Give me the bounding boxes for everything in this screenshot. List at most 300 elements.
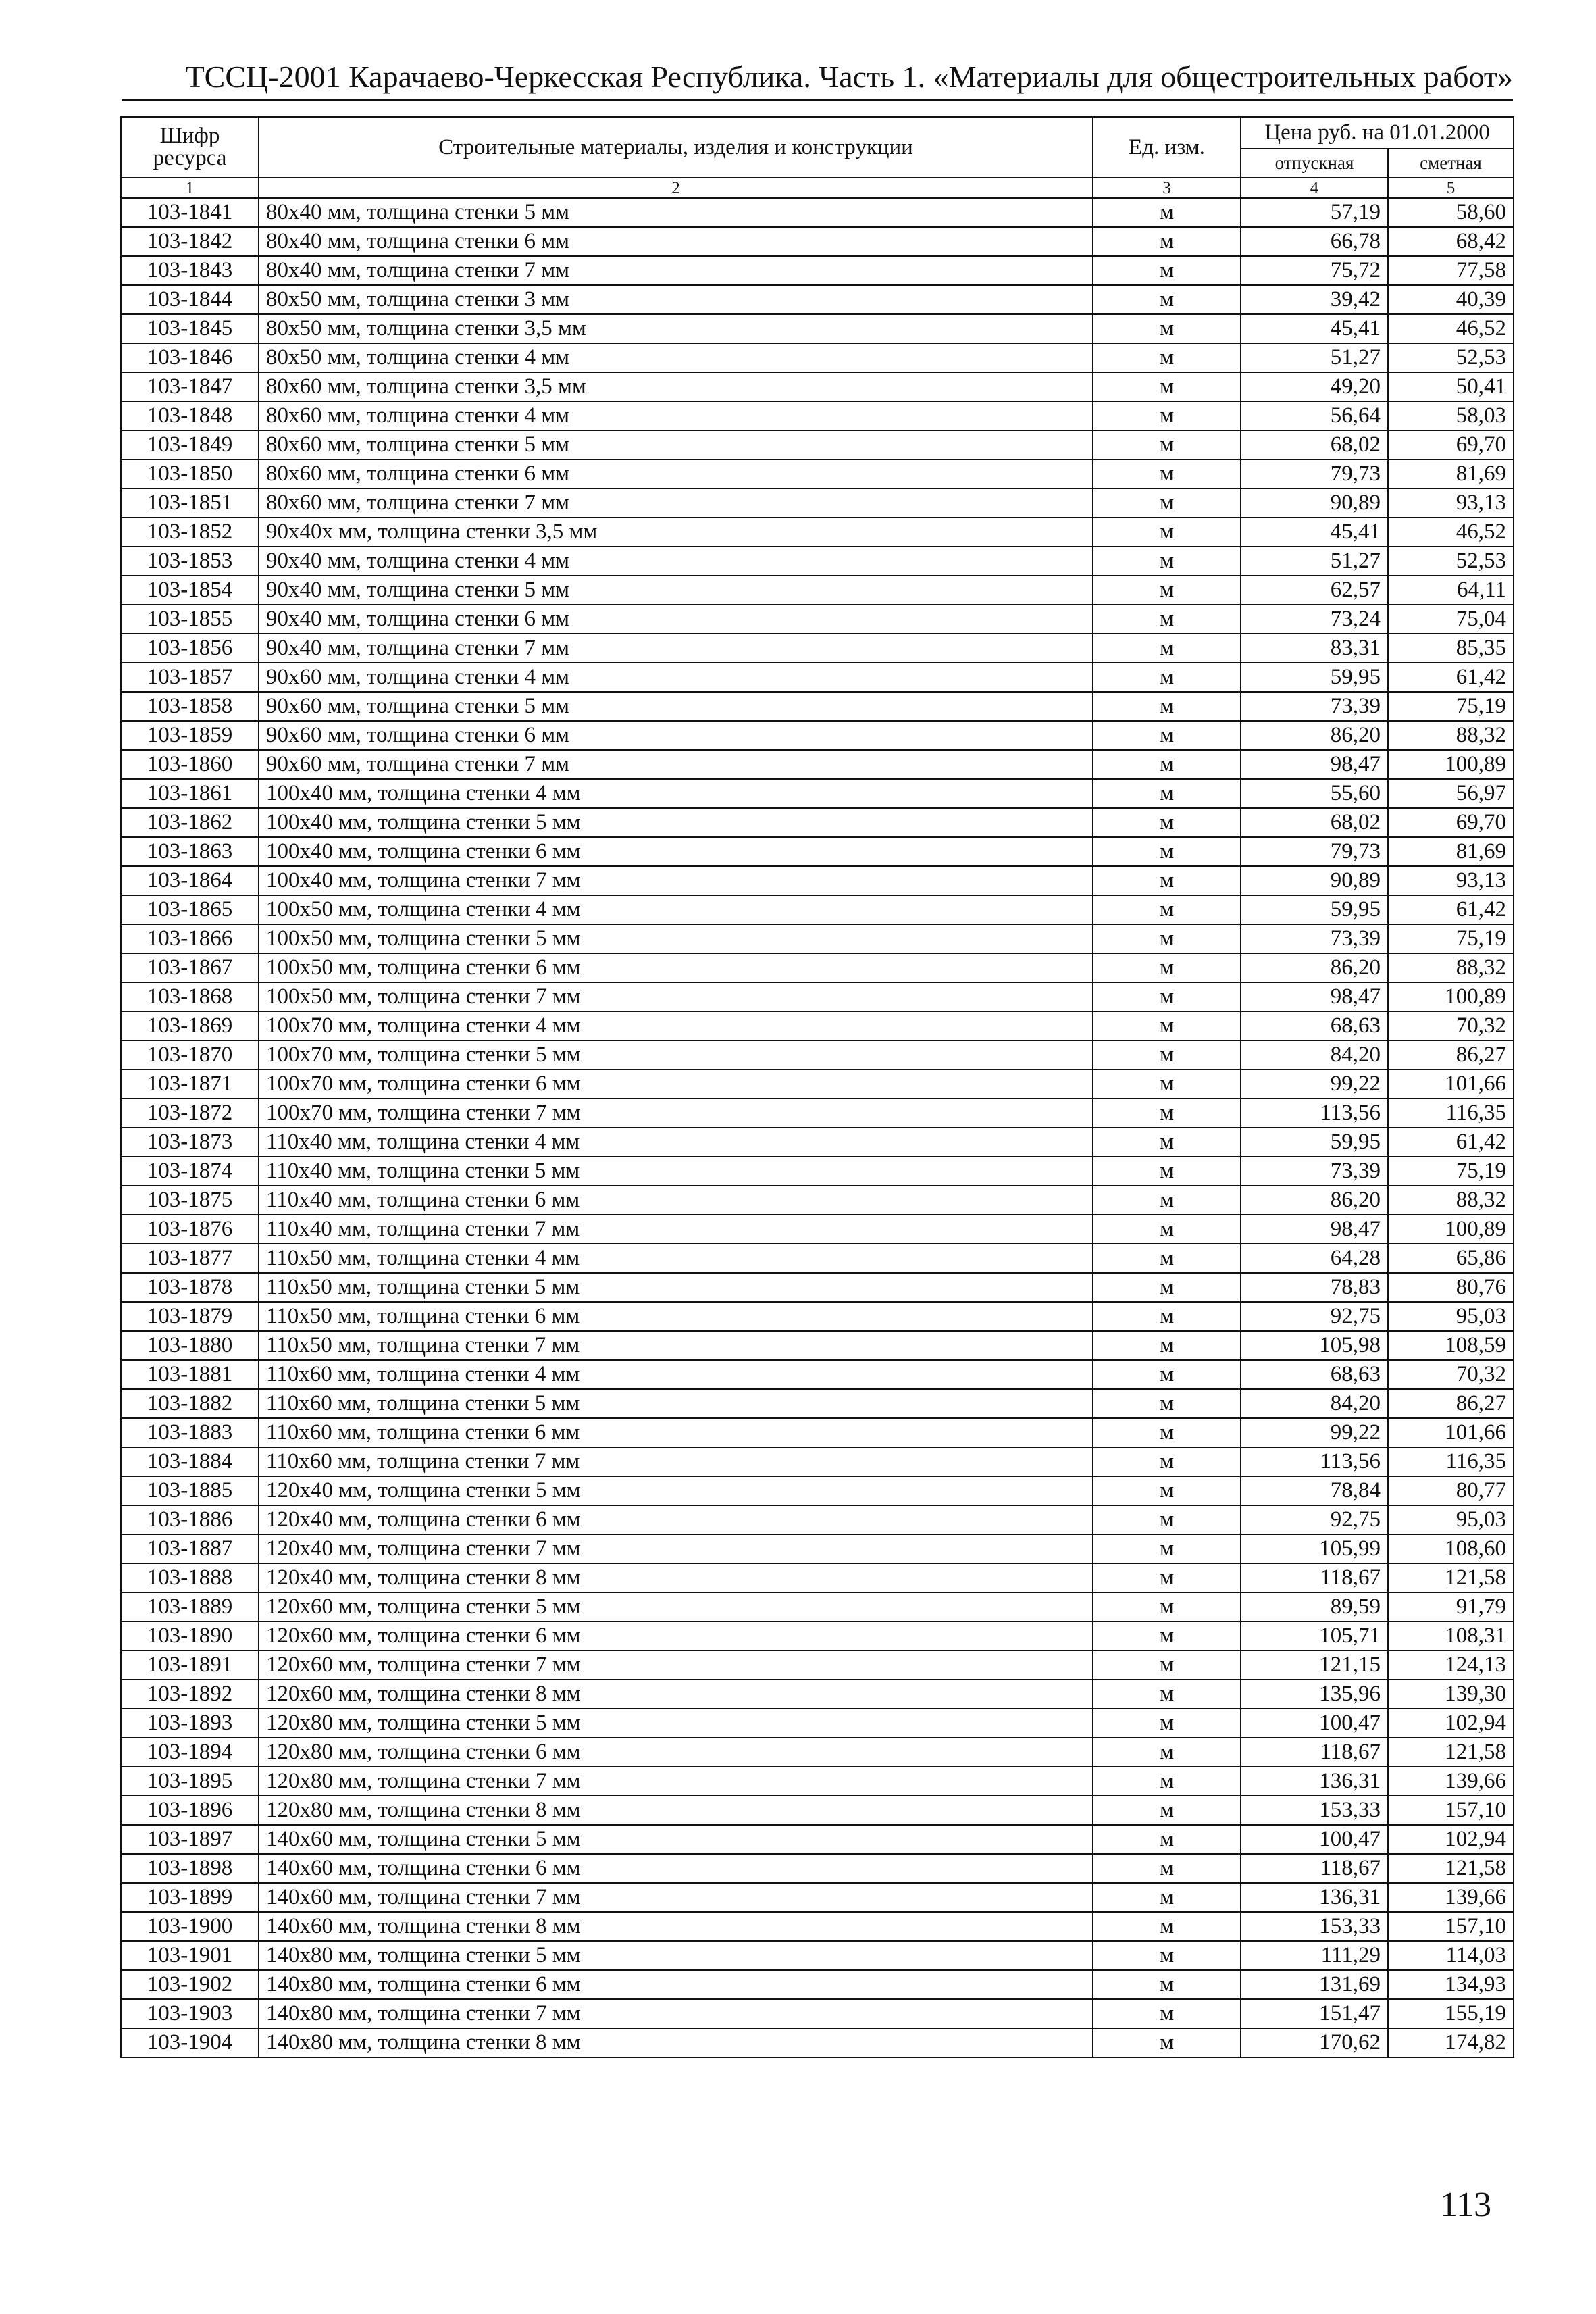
cell-release-price: 66,78 xyxy=(1241,227,1388,256)
cell-code: 103-1857 xyxy=(121,663,259,692)
cell-unit: м xyxy=(1093,1680,1241,1709)
cell-unit: м xyxy=(1093,1186,1241,1215)
cell-unit: м xyxy=(1093,1621,1241,1651)
cell-code: 103-1898 xyxy=(121,1854,259,1883)
cell-unit: м xyxy=(1093,1070,1241,1099)
cell-name: 100x70 мм, толщина стенки 4 мм xyxy=(259,1011,1093,1040)
cell-release-price: 92,75 xyxy=(1241,1302,1388,1331)
cell-name: 140x80 мм, толщина стенки 6 мм xyxy=(259,1970,1093,1999)
cell-name: 120x80 мм, толщина стенки 6 мм xyxy=(259,1738,1093,1767)
cell-release-price: 105,99 xyxy=(1241,1534,1388,1563)
table-row xyxy=(121,692,1514,721)
cell-code: 103-1859 xyxy=(121,721,259,750)
cell-code: 103-1856 xyxy=(121,634,259,663)
cell-estimate-price: 70,32 xyxy=(1388,1011,1514,1040)
cell-estimate-price: 139,66 xyxy=(1388,1767,1514,1796)
table-row xyxy=(121,343,1514,372)
cell-estimate-price: 70,32 xyxy=(1388,1360,1514,1389)
cell-unit: м xyxy=(1093,692,1241,721)
cell-release-price: 78,84 xyxy=(1241,1476,1388,1505)
cell-estimate-price: 116,35 xyxy=(1388,1099,1514,1128)
table-row xyxy=(121,1912,1514,1941)
table-row xyxy=(121,2028,1514,2057)
cell-code: 103-1901 xyxy=(121,1941,259,1970)
cell-estimate-price: 65,86 xyxy=(1388,1244,1514,1273)
cell-estimate-price: 108,59 xyxy=(1388,1331,1514,1360)
cell-name: 80x40 мм, толщина стенки 7 мм xyxy=(259,256,1093,285)
cell-name: 100x40 мм, толщина стенки 5 мм xyxy=(259,808,1093,837)
cell-estimate-price: 40,39 xyxy=(1388,285,1514,314)
cell-code: 103-1850 xyxy=(121,459,259,488)
cell-unit: м xyxy=(1093,1302,1241,1331)
cell-unit: м xyxy=(1093,227,1241,256)
cell-release-price: 90,89 xyxy=(1241,866,1388,895)
table-row xyxy=(121,1854,1514,1883)
table-row xyxy=(121,198,1514,227)
cell-unit: м xyxy=(1093,1709,1241,1738)
cell-code: 103-1841 xyxy=(121,198,259,227)
cell-code: 103-1849 xyxy=(121,430,259,459)
cell-estimate-price: 50,41 xyxy=(1388,372,1514,401)
cell-estimate-price: 139,66 xyxy=(1388,1883,1514,1912)
cell-estimate-price: 68,42 xyxy=(1388,227,1514,256)
cell-unit: м xyxy=(1093,401,1241,430)
cell-code: 103-1865 xyxy=(121,895,259,924)
cell-code: 103-1848 xyxy=(121,401,259,430)
table-row xyxy=(121,1796,1514,1825)
cell-name: 100x50 мм, толщина стенки 7 мм xyxy=(259,982,1093,1011)
cell-estimate-price: 69,70 xyxy=(1388,430,1514,459)
cell-release-price: 79,73 xyxy=(1241,837,1388,866)
table-row xyxy=(121,1331,1514,1360)
table-row xyxy=(121,721,1514,750)
cell-code: 103-1862 xyxy=(121,808,259,837)
cell-estimate-price: 101,66 xyxy=(1388,1418,1514,1447)
cell-name: 120x80 мм, толщина стенки 7 мм xyxy=(259,1767,1093,1796)
table-row xyxy=(121,808,1514,837)
cell-release-price: 79,73 xyxy=(1241,459,1388,488)
page-number: 113 xyxy=(1440,2186,1492,2224)
cell-unit: м xyxy=(1093,1738,1241,1767)
cell-code: 103-1892 xyxy=(121,1680,259,1709)
cell-estimate-price: 46,52 xyxy=(1388,314,1514,343)
cell-name: 90x40 мм, толщина стенки 6 мм xyxy=(259,605,1093,634)
cell-estimate-price: 157,10 xyxy=(1388,1912,1514,1941)
cell-unit: м xyxy=(1093,576,1241,605)
cell-release-price: 55,60 xyxy=(1241,779,1388,808)
cell-release-price: 86,20 xyxy=(1241,953,1388,982)
cell-release-price: 57,19 xyxy=(1241,198,1388,227)
table-row xyxy=(121,750,1514,779)
cell-name: 120x60 мм, толщина стенки 5 мм xyxy=(259,1592,1093,1621)
cell-release-price: 153,33 xyxy=(1241,1912,1388,1941)
cell-code: 103-1853 xyxy=(121,547,259,576)
table-row xyxy=(121,1941,1514,1970)
cell-unit: м xyxy=(1093,1040,1241,1070)
cell-code: 103-1863 xyxy=(121,837,259,866)
table-row xyxy=(121,1883,1514,1912)
cell-estimate-price: 91,79 xyxy=(1388,1592,1514,1621)
cell-estimate-price: 75,19 xyxy=(1388,1157,1514,1186)
cell-unit: м xyxy=(1093,1215,1241,1244)
column-number: 5 xyxy=(1388,178,1514,198)
cell-name: 110x40 мм, толщина стенки 7 мм xyxy=(259,1215,1093,1244)
header-unit: Ед. изм. xyxy=(1093,117,1241,178)
cell-name: 80x40 мм, толщина стенки 5 мм xyxy=(259,198,1093,227)
cell-unit: м xyxy=(1093,547,1241,576)
column-number: 1 xyxy=(121,178,259,198)
cell-name: 90x60 мм, толщина стенки 5 мм xyxy=(259,692,1093,721)
cell-name: 110x40 мм, толщина стенки 5 мм xyxy=(259,1157,1093,1186)
cell-code: 103-1855 xyxy=(121,605,259,634)
cell-unit: м xyxy=(1093,1534,1241,1563)
cell-unit: м xyxy=(1093,1244,1241,1273)
cell-unit: м xyxy=(1093,1941,1241,1970)
table-row xyxy=(121,547,1514,576)
cell-name: 90x40 мм, толщина стенки 4 мм xyxy=(259,547,1093,576)
table-row xyxy=(121,1011,1514,1040)
cell-name: 90x40 мм, толщина стенки 5 мм xyxy=(259,576,1093,605)
cell-code: 103-1882 xyxy=(121,1389,259,1418)
cell-estimate-price: 100,89 xyxy=(1388,982,1514,1011)
cell-release-price: 170,62 xyxy=(1241,2028,1388,2057)
cell-code: 103-1896 xyxy=(121,1796,259,1825)
cell-unit: м xyxy=(1093,721,1241,750)
cell-estimate-price: 108,31 xyxy=(1388,1621,1514,1651)
column-number: 2 xyxy=(259,178,1093,198)
cell-unit: м xyxy=(1093,779,1241,808)
cell-name: 90x40 мм, толщина стенки 7 мм xyxy=(259,634,1093,663)
cell-code: 103-1891 xyxy=(121,1651,259,1680)
cell-name: 120x60 мм, толщина стенки 7 мм xyxy=(259,1651,1093,1680)
table-row xyxy=(121,227,1514,256)
cell-estimate-price: 121,58 xyxy=(1388,1563,1514,1592)
table-row xyxy=(121,837,1514,866)
table-row xyxy=(121,518,1514,547)
cell-code: 103-1883 xyxy=(121,1418,259,1447)
cell-code: 103-1887 xyxy=(121,1534,259,1563)
cell-name: 100x50 мм, толщина стенки 6 мм xyxy=(259,953,1093,982)
cell-code: 103-1880 xyxy=(121,1331,259,1360)
cell-estimate-price: 114,03 xyxy=(1388,1941,1514,1970)
cell-unit: м xyxy=(1093,663,1241,692)
cell-unit: м xyxy=(1093,953,1241,982)
cell-release-price: 100,47 xyxy=(1241,1825,1388,1854)
cell-unit: м xyxy=(1093,314,1241,343)
cell-release-price: 121,15 xyxy=(1241,1651,1388,1680)
table-row xyxy=(121,285,1514,314)
cell-code: 103-1852 xyxy=(121,518,259,547)
column-number-row xyxy=(121,178,1514,198)
cell-code: 103-1869 xyxy=(121,1011,259,1040)
cell-release-price: 118,67 xyxy=(1241,1854,1388,1883)
table-row xyxy=(121,1447,1514,1476)
cell-unit: м xyxy=(1093,1505,1241,1534)
cell-code: 103-1870 xyxy=(121,1040,259,1070)
cell-unit: м xyxy=(1093,285,1241,314)
cell-estimate-price: 174,82 xyxy=(1388,2028,1514,2057)
cell-estimate-price: 80,76 xyxy=(1388,1273,1514,1302)
cell-estimate-price: 124,13 xyxy=(1388,1651,1514,1680)
cell-unit: м xyxy=(1093,750,1241,779)
cell-release-price: 59,95 xyxy=(1241,895,1388,924)
cell-release-price: 49,20 xyxy=(1241,372,1388,401)
cell-code: 103-1874 xyxy=(121,1157,259,1186)
cell-estimate-price: 81,69 xyxy=(1388,459,1514,488)
cell-release-price: 62,57 xyxy=(1241,576,1388,605)
cell-name: 80x60 мм, толщина стенки 4 мм xyxy=(259,401,1093,430)
cell-estimate-price: 85,35 xyxy=(1388,634,1514,663)
cell-estimate-price: 52,53 xyxy=(1388,343,1514,372)
header-name: Строительные материалы, изделия и конструкции xyxy=(259,117,1093,178)
cell-code: 103-1854 xyxy=(121,576,259,605)
cell-release-price: 39,42 xyxy=(1241,285,1388,314)
header-price: Цена руб. на 01.01.2000 xyxy=(1241,117,1514,149)
table-row xyxy=(121,1040,1514,1070)
table-row xyxy=(121,256,1514,285)
cell-release-price: 153,33 xyxy=(1241,1796,1388,1825)
cell-code: 103-1889 xyxy=(121,1592,259,1621)
table-row xyxy=(121,1999,1514,2028)
cell-name: 120x60 мм, толщина стенки 6 мм xyxy=(259,1621,1093,1651)
cell-name: 140x80 мм, толщина стенки 7 мм xyxy=(259,1999,1093,2028)
column-number: 3 xyxy=(1093,178,1241,198)
table-row xyxy=(121,459,1514,488)
cell-release-price: 100,47 xyxy=(1241,1709,1388,1738)
table-row xyxy=(121,1592,1514,1621)
cell-release-price: 99,22 xyxy=(1241,1070,1388,1099)
cell-code: 103-1868 xyxy=(121,982,259,1011)
cell-release-price: 51,27 xyxy=(1241,343,1388,372)
cell-code: 103-1884 xyxy=(121,1447,259,1476)
table-row xyxy=(121,1534,1514,1563)
cell-code: 103-1873 xyxy=(121,1128,259,1157)
cell-code: 103-1902 xyxy=(121,1970,259,1999)
table-row xyxy=(121,1680,1514,1709)
cell-estimate-price: 75,04 xyxy=(1388,605,1514,634)
cell-name: 100x70 мм, толщина стенки 5 мм xyxy=(259,1040,1093,1070)
cell-code: 103-1871 xyxy=(121,1070,259,1099)
table-row xyxy=(121,982,1514,1011)
cell-estimate-price: 58,60 xyxy=(1388,198,1514,227)
cell-code: 103-1877 xyxy=(121,1244,259,1273)
cell-code: 103-1876 xyxy=(121,1215,259,1244)
cell-unit: м xyxy=(1093,1999,1241,2028)
cell-name: 80x50 мм, толщина стенки 3,5 мм xyxy=(259,314,1093,343)
cell-estimate-price: 77,58 xyxy=(1388,256,1514,285)
table-row xyxy=(121,1273,1514,1302)
cell-estimate-price: 102,94 xyxy=(1388,1825,1514,1854)
cell-estimate-price: 100,89 xyxy=(1388,750,1514,779)
cell-unit: м xyxy=(1093,1563,1241,1592)
table-row xyxy=(121,1186,1514,1215)
cell-release-price: 118,67 xyxy=(1241,1738,1388,1767)
table-row xyxy=(121,314,1514,343)
cell-unit: м xyxy=(1093,430,1241,459)
cell-name: 140x80 мм, толщина стенки 5 мм xyxy=(259,1941,1093,1970)
cell-release-price: 75,72 xyxy=(1241,256,1388,285)
cell-name: 110x40 мм, толщина стенки 4 мм xyxy=(259,1128,1093,1157)
cell-name: 80x60 мм, толщина стенки 5 мм xyxy=(259,430,1093,459)
cell-name: 100x70 мм, толщина стенки 7 мм xyxy=(259,1099,1093,1128)
cell-unit: м xyxy=(1093,1418,1241,1447)
cell-name: 120x40 мм, толщина стенки 8 мм xyxy=(259,1563,1093,1592)
cell-code: 103-1878 xyxy=(121,1273,259,1302)
cell-unit: м xyxy=(1093,488,1241,518)
cell-unit: м xyxy=(1093,372,1241,401)
cell-release-price: 136,31 xyxy=(1241,1767,1388,1796)
cell-name: 110x60 мм, толщина стенки 7 мм xyxy=(259,1447,1093,1476)
cell-code: 103-1890 xyxy=(121,1621,259,1651)
cell-release-price: 105,98 xyxy=(1241,1331,1388,1360)
cell-code: 103-1879 xyxy=(121,1302,259,1331)
cell-release-price: 92,75 xyxy=(1241,1505,1388,1534)
cell-estimate-price: 121,58 xyxy=(1388,1738,1514,1767)
cell-estimate-price: 86,27 xyxy=(1388,1389,1514,1418)
cell-unit: м xyxy=(1093,982,1241,1011)
cell-estimate-price: 93,13 xyxy=(1388,866,1514,895)
cell-unit: м xyxy=(1093,924,1241,953)
cell-unit: м xyxy=(1093,518,1241,547)
cell-estimate-price: 88,32 xyxy=(1388,721,1514,750)
table-row xyxy=(121,1476,1514,1505)
table-row xyxy=(121,401,1514,430)
cell-release-price: 118,67 xyxy=(1241,1563,1388,1592)
cell-name: 80x60 мм, толщина стенки 7 мм xyxy=(259,488,1093,518)
cell-code: 103-1881 xyxy=(121,1360,259,1389)
cell-name: 100x40 мм, толщина стенки 7 мм xyxy=(259,866,1093,895)
cell-unit: м xyxy=(1093,1389,1241,1418)
page-header xyxy=(122,53,1513,101)
cell-name: 80x40 мм, толщина стенки 6 мм xyxy=(259,227,1093,256)
cell-name: 100x40 мм, толщина стенки 6 мм xyxy=(259,837,1093,866)
cell-estimate-price: 75,19 xyxy=(1388,692,1514,721)
cell-release-price: 111,29 xyxy=(1241,1941,1388,1970)
cell-estimate-price: 95,03 xyxy=(1388,1505,1514,1534)
cell-release-price: 151,47 xyxy=(1241,1999,1388,2028)
cell-name: 80x50 мм, толщина стенки 4 мм xyxy=(259,343,1093,372)
cell-estimate-price: 121,58 xyxy=(1388,1854,1514,1883)
cell-release-price: 64,28 xyxy=(1241,1244,1388,1273)
cell-estimate-price: 88,32 xyxy=(1388,953,1514,982)
table-row xyxy=(121,430,1514,459)
cell-estimate-price: 116,35 xyxy=(1388,1447,1514,1476)
cell-release-price: 131,69 xyxy=(1241,1970,1388,1999)
cell-name: 110x50 мм, толщина стенки 4 мм xyxy=(259,1244,1093,1273)
cell-estimate-price: 75,19 xyxy=(1388,924,1514,953)
cell-code: 103-1844 xyxy=(121,285,259,314)
cell-code: 103-1867 xyxy=(121,953,259,982)
cell-name: 120x40 мм, толщина стенки 7 мм xyxy=(259,1534,1093,1563)
cell-name: 120x80 мм, толщина стенки 8 мм xyxy=(259,1796,1093,1825)
cell-release-price: 73,39 xyxy=(1241,692,1388,721)
cell-name: 80x50 мм, толщина стенки 3 мм xyxy=(259,285,1093,314)
cell-name: 120x60 мм, толщина стенки 8 мм xyxy=(259,1680,1093,1709)
table-row xyxy=(121,1389,1514,1418)
header-estimate-price: сметная xyxy=(1388,149,1514,178)
cell-release-price: 113,56 xyxy=(1241,1099,1388,1128)
table-row xyxy=(121,1360,1514,1389)
table-row xyxy=(121,924,1514,953)
table-row xyxy=(121,1563,1514,1592)
cell-code: 103-1894 xyxy=(121,1738,259,1767)
table-row xyxy=(121,1215,1514,1244)
table-row xyxy=(121,1099,1514,1128)
table-row xyxy=(121,1128,1514,1157)
cell-release-price: 99,22 xyxy=(1241,1418,1388,1447)
cell-code: 103-1885 xyxy=(121,1476,259,1505)
cell-unit: м xyxy=(1093,1128,1241,1157)
table-row xyxy=(121,605,1514,634)
cell-unit: м xyxy=(1093,1592,1241,1621)
cell-name: 90x40x мм, толщина стенки 3,5 мм xyxy=(259,518,1093,547)
cell-name: 140x60 мм, толщина стенки 7 мм xyxy=(259,1883,1093,1912)
cell-unit: м xyxy=(1093,1360,1241,1389)
cell-estimate-price: 61,42 xyxy=(1388,663,1514,692)
cell-release-price: 98,47 xyxy=(1241,750,1388,779)
cell-estimate-price: 64,11 xyxy=(1388,576,1514,605)
cell-release-price: 84,20 xyxy=(1241,1040,1388,1070)
cell-release-price: 68,02 xyxy=(1241,430,1388,459)
cell-release-price: 51,27 xyxy=(1241,547,1388,576)
cell-code: 103-1845 xyxy=(121,314,259,343)
table-row xyxy=(121,866,1514,895)
table-row xyxy=(121,1157,1514,1186)
cell-release-price: 83,31 xyxy=(1241,634,1388,663)
cell-release-price: 84,20 xyxy=(1241,1389,1388,1418)
cell-name: 100x40 мм, толщина стенки 4 мм xyxy=(259,779,1093,808)
table-row xyxy=(121,895,1514,924)
table-row xyxy=(121,1070,1514,1099)
cell-unit: м xyxy=(1093,1767,1241,1796)
cell-estimate-price: 88,32 xyxy=(1388,1186,1514,1215)
cell-name: 90x60 мм, толщина стенки 7 мм xyxy=(259,750,1093,779)
cell-release-price: 89,59 xyxy=(1241,1592,1388,1621)
cell-unit: м xyxy=(1093,837,1241,866)
cell-estimate-price: 93,13 xyxy=(1388,488,1514,518)
cell-name: 140x60 мм, толщина стенки 8 мм xyxy=(259,1912,1093,1941)
cell-unit: м xyxy=(1093,634,1241,663)
cell-unit: м xyxy=(1093,1970,1241,1999)
cell-unit: м xyxy=(1093,1011,1241,1040)
cell-code: 103-1860 xyxy=(121,750,259,779)
table-row xyxy=(121,372,1514,401)
table-row xyxy=(121,1970,1514,1999)
cell-name: 120x80 мм, толщина стенки 5 мм xyxy=(259,1709,1093,1738)
cell-release-price: 73,24 xyxy=(1241,605,1388,634)
cell-estimate-price: 101,66 xyxy=(1388,1070,1514,1099)
cell-estimate-price: 139,30 xyxy=(1388,1680,1514,1709)
cell-release-price: 68,02 xyxy=(1241,808,1388,837)
cell-code: 103-1864 xyxy=(121,866,259,895)
cell-name: 110x60 мм, толщина стенки 4 мм xyxy=(259,1360,1093,1389)
cell-estimate-price: 52,53 xyxy=(1388,547,1514,576)
cell-unit: м xyxy=(1093,198,1241,227)
document-title: ТССЦ-2001 Карачаево-Черкесская Республика. Часть 1. «Материалы для общестроительных работ» xyxy=(185,59,1513,94)
cell-release-price: 59,95 xyxy=(1241,663,1388,692)
table-row xyxy=(121,1767,1514,1796)
cell-estimate-price: 108,60 xyxy=(1388,1534,1514,1563)
cell-estimate-price: 95,03 xyxy=(1388,1302,1514,1331)
cell-code: 103-1851 xyxy=(121,488,259,518)
cell-release-price: 73,39 xyxy=(1241,1157,1388,1186)
cell-unit: м xyxy=(1093,1331,1241,1360)
cell-release-price: 90,89 xyxy=(1241,488,1388,518)
cell-estimate-price: 100,89 xyxy=(1388,1215,1514,1244)
table-row xyxy=(121,576,1514,605)
cell-release-price: 136,31 xyxy=(1241,1883,1388,1912)
cell-name: 100x70 мм, толщина стенки 6 мм xyxy=(259,1070,1093,1099)
